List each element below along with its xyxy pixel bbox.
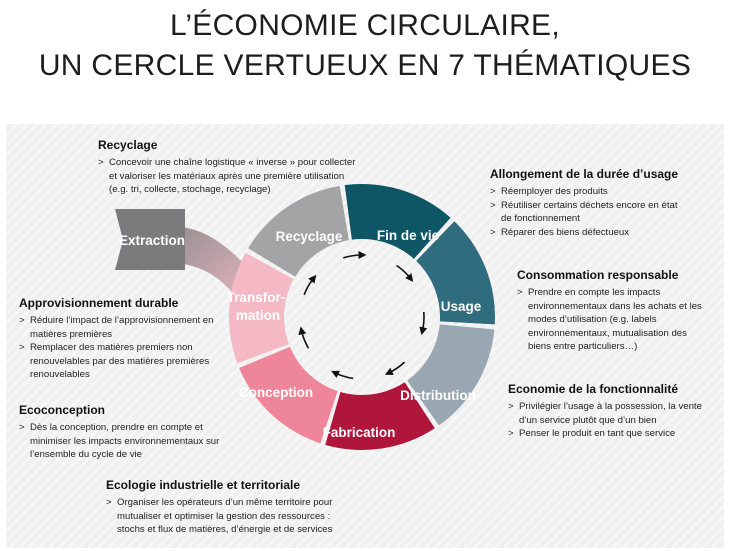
extraction-label: Extraction	[118, 233, 186, 248]
segment-label-usage: Usage	[440, 299, 482, 314]
cycle-arrow	[301, 330, 308, 348]
cycle-arrow	[422, 312, 424, 331]
title-line-2: UN CERCLE VERTUEUX EN 7 THÉMATIQUES	[38, 49, 692, 82]
block-approvisionnement	[19, 296, 219, 382]
block-fonctionnalite-heading: Economie de la fonctionnalité	[508, 382, 679, 396]
cycle-arrow	[304, 278, 314, 295]
cycle-arrow	[343, 255, 362, 258]
block-consommation	[517, 268, 709, 354]
block-ecologie-heading: Ecologie industrielle et territoriale	[106, 478, 301, 492]
segment-label-recyclage: Recyclage	[275, 229, 343, 244]
block-ecologie	[106, 478, 356, 537]
segment-label-transformation-2: mation	[235, 308, 281, 323]
block-allongement-heading: Allongement de la durée d’usage	[490, 167, 679, 181]
block-ecoconception-item: > Dès la conception, prendre en compte et minimiser les impacts environnementaux sur l’ensemble du cycle de vie	[19, 421, 224, 462]
block-allongement-item: > Réutiliser certains déchets encore en état de fonctionnement	[490, 199, 690, 226]
cycle-arrow	[397, 266, 411, 279]
block-allongement	[490, 167, 690, 239]
block-ecoconception	[19, 403, 224, 462]
segment-label-conception: Conception	[238, 385, 314, 400]
block-approvisionnement-item: > Remplacer des matières premiers non renouvelables par des matières premières renouvelables	[19, 341, 219, 382]
block-fonctionnalite-item: > Privilégier l’usage à la possession, la vente d’un service plutôt que d’un bien	[508, 400, 704, 427]
block-fonctionnalite	[508, 382, 704, 441]
block-recyclage-heading: Recyclage	[98, 138, 158, 152]
block-recyclage	[98, 138, 356, 197]
cycle-arrow	[335, 373, 354, 379]
block-consommation-item: > Prendre en compte les impacts environnementaux dans les achats et les modes d’utilisation (e.g. labels environnementaux, mutualisation des biens entre particuliers…)	[517, 286, 709, 354]
segment-label-fin-de-vie: Fin de vie	[376, 228, 440, 243]
cycle-arrow	[388, 362, 404, 373]
block-fonctionnalite-item: > Penser le produit en tant que service	[508, 427, 704, 441]
block-allongement-item: > Réparer des biens défectueux	[490, 226, 690, 240]
block-ecoconception-heading: Ecoconception	[19, 403, 106, 417]
block-ecologie-item: > Organiser les opérateurs d’un même territoire pour mutualiser et optimiser la gestion des ressources : stochs et flux de matières, d’énergie et de services	[106, 496, 356, 537]
segment-label-fabrication: Fabrication	[322, 425, 396, 440]
segment-label-distribution: Distribution	[400, 388, 476, 403]
block-allongement-item: > Réemployer des produits	[490, 185, 690, 199]
block-consommation-heading: Consommation responsable	[517, 268, 679, 282]
block-approvisionnement-heading: Approvisionnement durable	[19, 296, 179, 310]
block-approvisionnement-item: > Réduire l’impact de l’approvisionnement en matières premières	[19, 314, 219, 341]
title-line-1: L’ÉCONOMIE CIRCULAIRE,	[169, 9, 560, 42]
block-recyclage-item: > Concevoir une chaîne logistique « inverse » pour collecter et valoriser les matériaux après une première utilisation (e.g. tri, collecte, stochage, recyclage)	[98, 156, 356, 197]
segment-label-transformation-1: Transfor-	[226, 290, 286, 305]
